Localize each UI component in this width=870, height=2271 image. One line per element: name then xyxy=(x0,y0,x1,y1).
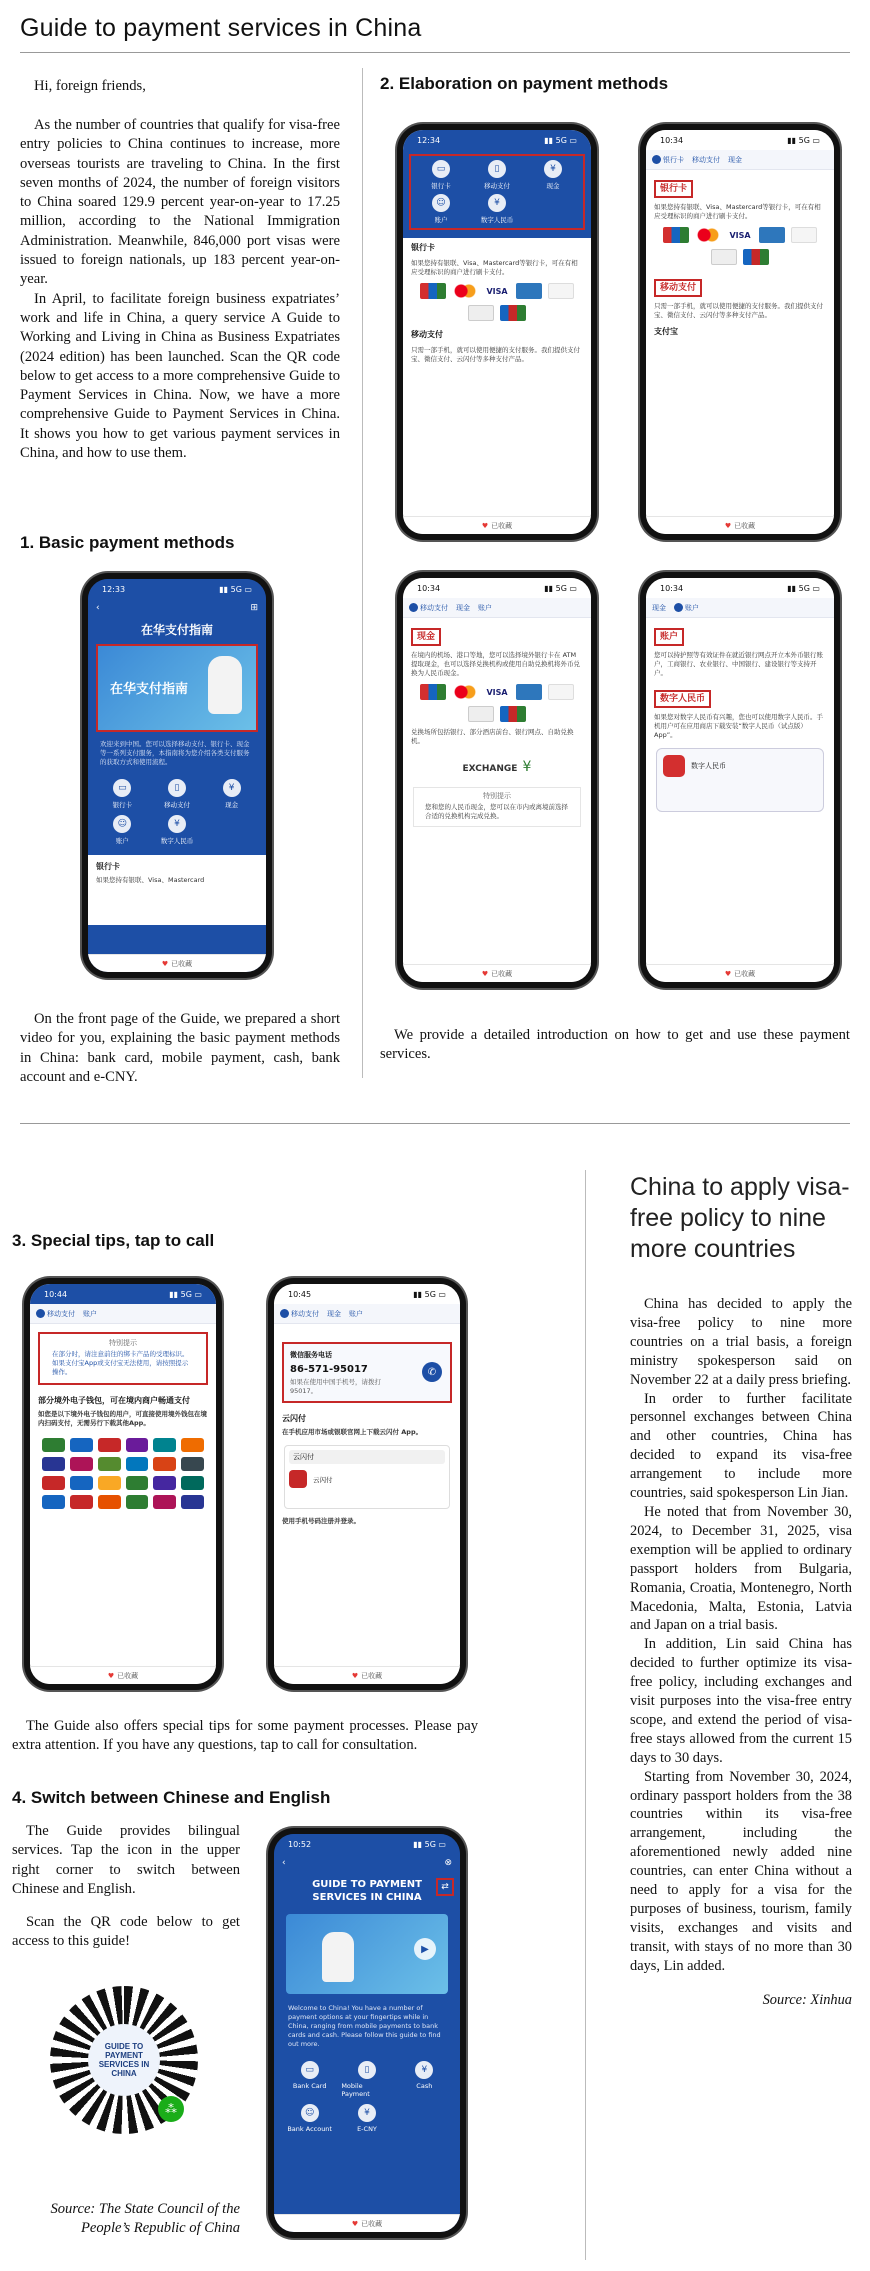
cash-tile[interactable]: ¥ 现金 xyxy=(527,160,579,190)
bank-card-icon-button[interactable]: ▭ 银行卡 xyxy=(98,779,147,809)
favorite-bar[interactable]: ♥ 已收藏 xyxy=(646,964,834,982)
page-title: Guide to payment services in China xyxy=(20,14,422,42)
news-headline: China to apply visa-free policy to nine more countries xyxy=(630,1173,850,1263)
favorite-bar[interactable]: ♥ 已收藏 xyxy=(646,516,834,534)
tab-account[interactable]: 账户 xyxy=(478,603,492,612)
english-payment-icons xyxy=(274,2055,460,2139)
english-welcome-text: Welcome to China! You have a number of payment options at your fingertips while in China, ranging from mobile payments to bank cards and cash. Please follow this guide to find out more. xyxy=(288,2004,441,2048)
section-4-text: The Guide provides bilingual services. Tap the icon in the upper right corner to switch between Chinese and English. Scan the QR code below to get access to this guide! xyxy=(12,1823,240,1950)
tab-bank-card[interactable]: 银行卡 xyxy=(652,155,684,165)
exchange-logo: EXCHANGE ¥ xyxy=(462,759,532,775)
alipay-heading: 支付宝 xyxy=(654,327,678,336)
bank-card-heading: 银行卡 xyxy=(411,243,435,252)
bank-card-button[interactable]: ▭ Bank Card xyxy=(284,2061,335,2098)
phone-special-tips: 10:44 ▮▮ 5G ▭ 移动支付 账户 特别提示 在部分时，请注意前往的绑卡产品的受理标识。如果支付宝App或支付宝无法使用，请按照提示操作。 部分境外电子钱包，可在境内商户畅通支付 如您是以下境外电子钱包的用户，可直接使用境外钱包在境内扫码支付，无需另行下载其他App。 ♥ 已收藏 xyxy=(24,1278,222,1690)
phone-basic-methods xyxy=(82,573,272,978)
bank-card-tile[interactable]: ▭ 银行卡 xyxy=(415,160,467,190)
phone-bank-mobile-detail: 10:34 ▮▮ 5G ▭ 银行卡 移动支付 现金 银行卡 如果您持有银联、Visa、Mastercard等银行卡，可在有相应受理标识的商户进行刷卡支付。 VISA 移动支付 只需一部手机，就可以使用便捷的支付服务。我们提供支付宝、微信支付、云闪付等多种支付产品。 支付宝 ♥ 已收藏 xyxy=(640,124,840,540)
favorite-bar[interactable]: ♥ 已收藏 xyxy=(274,1666,460,1684)
phone-tap-to-call: 10:45 ▮▮ 5G ▭ 移动支付 现金 账户 微信服务电话 86-571-95017 如果在使用中国手机号，请拨打95017。 ✆ 云闪付 在手机应用市场或银联官网上下载云闪付 App。 云闪付 云闪付 使用手机号码注册并登录。 ♥ 已收藏 xyxy=(268,1278,466,1690)
favorite-bar[interactable]: ♥ 已收藏 xyxy=(30,1666,216,1684)
ecny-app-icon xyxy=(663,755,685,777)
ysf-app-icon xyxy=(289,1470,307,1488)
card-logos: VISA xyxy=(403,279,591,325)
ecny-icon-button[interactable]: ¥ 数字人民币 xyxy=(153,815,202,845)
payment-icon-grid xyxy=(409,154,585,230)
tab-account[interactable]: 账户 xyxy=(83,1309,97,1318)
special-tip-box: 特别提示 在部分时，请注意前往的绑卡产品的受理标识。如果支付宝App或支付宝无法使用，请按照提示操作。 xyxy=(38,1332,208,1385)
payment-icons xyxy=(88,773,266,851)
app-store-search[interactable]: 云闪付 云闪付 xyxy=(284,1445,450,1509)
hotline-card[interactable]: 微信服务电话 86-571-95017 如果在使用中国手机号，请拨打95017。 ✆ xyxy=(282,1342,452,1403)
section-3-caption: The Guide also offers special tips for some payment processes. Please pay extra attention. If you have any questions, tap to call for consultation. xyxy=(12,1718,478,1754)
phone-bank-card-overview: 12:34 ▮▮ 5G ▭ ▭ 银行卡 ▯ 移动支付 ¥ 现金 ☺ 账户 ¥ 数字人民币 银行卡 如果您持有银联、Visa、Mastercard等银行卡，可在有相应受理标识的商户进行刷卡支付。 VISA 移动支付 只需一部手机，就可以使用便捷的支付服务。我们提供支付宝、微信支付、云闪付等多种支付产品。 ♥ 已收藏 xyxy=(397,124,597,540)
favorite-bar[interactable]: ♥ 已收藏 xyxy=(274,2214,460,2232)
back-icon[interactable]: ‹ xyxy=(96,603,100,613)
bank-card-label: 银行卡 xyxy=(654,180,693,198)
back-icon[interactable]: ‹ xyxy=(282,1858,286,1868)
section-3-heading: 3. Special tips, tap to call xyxy=(12,1231,215,1250)
ecny-tile[interactable]: ¥ 数字人民币 xyxy=(471,194,523,224)
account-icon-button[interactable]: ☺ 账户 xyxy=(98,815,147,845)
video-banner[interactable]: 在华支付指南 xyxy=(96,644,258,732)
tab-account[interactable]: 账户 xyxy=(349,1309,363,1318)
cash-button[interactable]: ¥ Cash xyxy=(399,2061,450,2098)
phone-english-guide: 10:52 ▮▮ 5G ▭ ‹ ⊗ GUIDE TO PAYMENT SERVICES IN CHINA ⇄ ▶ Welcome to China! You have a number of payment options at your fingertips while in China, ranging from mobile payments to bank cards and cash. Please follow this guide to find out more. ▭ Bank Card ▯ Mobile Payment ¥ Cash ☺ Bank Account ¥ E-CNY ♥ 已收藏 xyxy=(268,1828,466,2238)
search-field[interactable]: 云闪付 xyxy=(289,1450,445,1464)
play-icon[interactable]: ▶ xyxy=(414,1938,436,1960)
section-divider xyxy=(20,1123,850,1124)
tab-cash[interactable]: 现金 xyxy=(728,155,742,164)
mobile-pay-heading: 移动支付 xyxy=(411,330,443,339)
mobile-pay-tile[interactable]: ▯ 移动支付 xyxy=(471,160,523,190)
tab-cash[interactable]: 现金 xyxy=(456,603,470,612)
tab-cash[interactable]: 现金 xyxy=(327,1309,341,1318)
tab-mobile[interactable]: 移动支付 xyxy=(692,155,720,164)
news-source: Source: Xinhua xyxy=(762,1991,852,2008)
qr-code[interactable]: GUIDE TO PAYMENT SERVICES IN CHINA ⁂ xyxy=(50,1986,198,2134)
mobile-payment-button[interactable]: ▯ Mobile Payment xyxy=(341,2061,392,2098)
ecny-label: 数字人民币 xyxy=(654,690,711,708)
mobile-pay-label: 移动支付 xyxy=(654,279,702,297)
bank-account-button[interactable]: ☺ Bank Account xyxy=(284,2104,335,2133)
ecny-button[interactable]: ¥ E-CNY xyxy=(341,2104,392,2133)
phone-cash-detail: 10:34 ▮▮ 5G ▭ 移动支付 现金 账户 现金 在境内的机场、港口等地，您可以选择境外银行卡在 ATM 提取现金，也可以选择兑换机构或使用自助兑换机将外币兑换为人民币现金。 VISA 兑换场所包括银行、部分酒店前台、银行网点、自助兑换机。 EXCHANGE ¥ 特别提示 您和您的人民币现金，您可以在市内或离境前选择合适的兑换机构完成兑换。 ♥ 已收藏 xyxy=(397,572,597,988)
tab-mobile[interactable]: 移动支付 xyxy=(36,1309,75,1319)
mini-program-icon: ⁂ xyxy=(158,2096,184,2122)
language-switch-icon[interactable]: ⇄ xyxy=(436,1878,454,1896)
hotline-number: 86-571-95017 xyxy=(290,1364,368,1375)
intro-text xyxy=(20,116,340,463)
intro-paragraph-2: In April, to facilitate foreign business expatriates’ work and life in China, a query service A Guide to Working and Living in China as Business Expatriates (2024 edition) has been launched. Scan the QR code below to get access to a more comprehensive Guide to Payment Services in China. Now, we have a more comprehensive Guide to Payment Services in China. It shows you how to get various payment services in China, and how to use them. xyxy=(20,290,340,462)
lang-switch-icon[interactable]: ⊞ xyxy=(250,603,258,613)
bank-card-text: 如果您持有银联、Visa、Mastercard xyxy=(96,876,205,884)
cash-label: 现金 xyxy=(411,628,441,646)
section-1-heading: 1. Basic payment methods xyxy=(20,533,235,552)
guide-title: 在华支付指南 xyxy=(140,623,213,637)
greeting: Hi, foreign friends, xyxy=(34,78,146,94)
wallet-logos xyxy=(30,1430,216,1517)
nav-bar xyxy=(88,599,266,617)
column-divider xyxy=(362,68,363,1078)
ecny-app-card[interactable]: 数字人民币 xyxy=(656,748,824,812)
close-icon[interactable]: ⊗ xyxy=(444,1858,452,1868)
bank-card-heading: 银行卡 xyxy=(96,862,120,871)
section-1-caption: On the front page of the Guide, we prepared a short video for you, explaining the basic payment methods in China: bank card, mobile payment, cash, bank account and e-CNY. xyxy=(20,1011,340,1085)
section-4-heading: 4. Switch between Chinese and English xyxy=(12,1788,331,1807)
panda-mascot xyxy=(208,656,242,714)
favorite-bar[interactable]: ♥ 已收藏 xyxy=(403,964,591,982)
section-2-caption: We provide a detailed introduction on how to get and use these payment services. xyxy=(380,1027,850,1063)
favorite-bar[interactable]: ♥ 已收藏 xyxy=(88,954,266,972)
account-label: 账户 xyxy=(654,628,684,646)
english-guide-title: GUIDE TO PAYMENT SERVICES IN CHINA xyxy=(312,1879,422,1903)
status-bar: 12:33 ▮▮ 5G ▭ xyxy=(88,579,266,599)
cash-icon-button[interactable]: ¥ 现金 xyxy=(207,779,256,809)
panda-mascot xyxy=(322,1932,354,1982)
tab-mobile[interactable]: 移动支付 xyxy=(409,603,448,613)
mobile-pay-icon-button[interactable]: ▯ 移动支付 xyxy=(153,779,202,809)
section-2-heading: 2. Elaboration on payment methods xyxy=(380,74,669,93)
top-rule xyxy=(20,52,850,53)
news-body: China has decided to apply the visa-free policy to nine more countries on a trial basis, a foreign ministry spokesperson said on November 22 at a daily press briefing. In order to further facilitate personnel exchanges between China and other countries, China has decided to expand its visa-free arrangement to include more countries, said spokesperson Lin Jian. He noted that from November 30, 2024, to December 31, 2025, visa exemption will be applied to ordinary passport holders from Bulgaria, Romania, Croatia, Montenegro, North Macedonia, Malta, Estonia, Latvia and Japan on a trial basis. In addition, Lin said China has decided to further optimize its visa-free policy, including exchanges and visit purposes into the visa-free entry scope, and extend the period of visa-free stays allowed from the current 15 days to 30 days. Starting from November 30, 2024, ordinary passport holders from the 38 countries within its visa-free arrangement, including the aforementioned newly added nine countries, can enter China without a need to apply for a visa for the purposes of business, tourism, family visits, exchanges and visits and transit, with stays of no more than 30 days, Lin added. Source: Xinhua xyxy=(630,1296,852,2008)
favorite-bar[interactable]: ♥ 已收藏 xyxy=(403,516,591,534)
account-tile[interactable]: ☺ 账户 xyxy=(415,194,467,224)
heart-icon: ♥ xyxy=(161,959,169,968)
column-divider-2 xyxy=(585,1170,586,2260)
english-video-banner[interactable] xyxy=(286,1914,448,1994)
tab-account[interactable]: 账户 xyxy=(674,603,699,613)
special-tip-label: 特别提示 xyxy=(483,792,511,800)
source-state-council: Source: The State Council of the People’s Republic of China xyxy=(50,2201,240,2236)
phone-account-ecny-detail: 10:34 ▮▮ 5G ▭ 现金 账户 账户 您可以持护照等有效证件在就近银行网点开立本外币银行账户，工商银行、农业银行、中国银行、建设银行等支持开户。 数字人民币 如果您对数字人民币有兴趣，您也可以使用数字人民币。手机用户可在应用商店下载安装“数字人民币（试点版）App”。 数字人民币 ♥ 已收藏 xyxy=(640,572,840,988)
category-tabs xyxy=(646,150,834,170)
tab-cash[interactable]: 现金 xyxy=(652,603,666,612)
intro-paragraph-1: As the number of countries that qualify for visa-free entry policies to China continues to increase, more overseas tourists are traveling to China. In the first seven months of 2024, the number of foreign visitors to China soared 129.9 percent year-on-year to 17.25 million, according to the National Immigration Administration. Meanwhile, 846,000 port visas were issued to foreign nationals, up 183 percent year-on-year. xyxy=(20,117,340,288)
intro-text-zh: 欢迎来到中国。您可以选择移动支付、银行卡、现金等一系列支付服务，本指南将为您介绍各类支付服务的获取方式和使用流程。 xyxy=(100,740,250,766)
phone-call-icon[interactable]: ✆ xyxy=(422,1362,442,1382)
tab-mobile[interactable]: 移动支付 xyxy=(280,1309,319,1319)
